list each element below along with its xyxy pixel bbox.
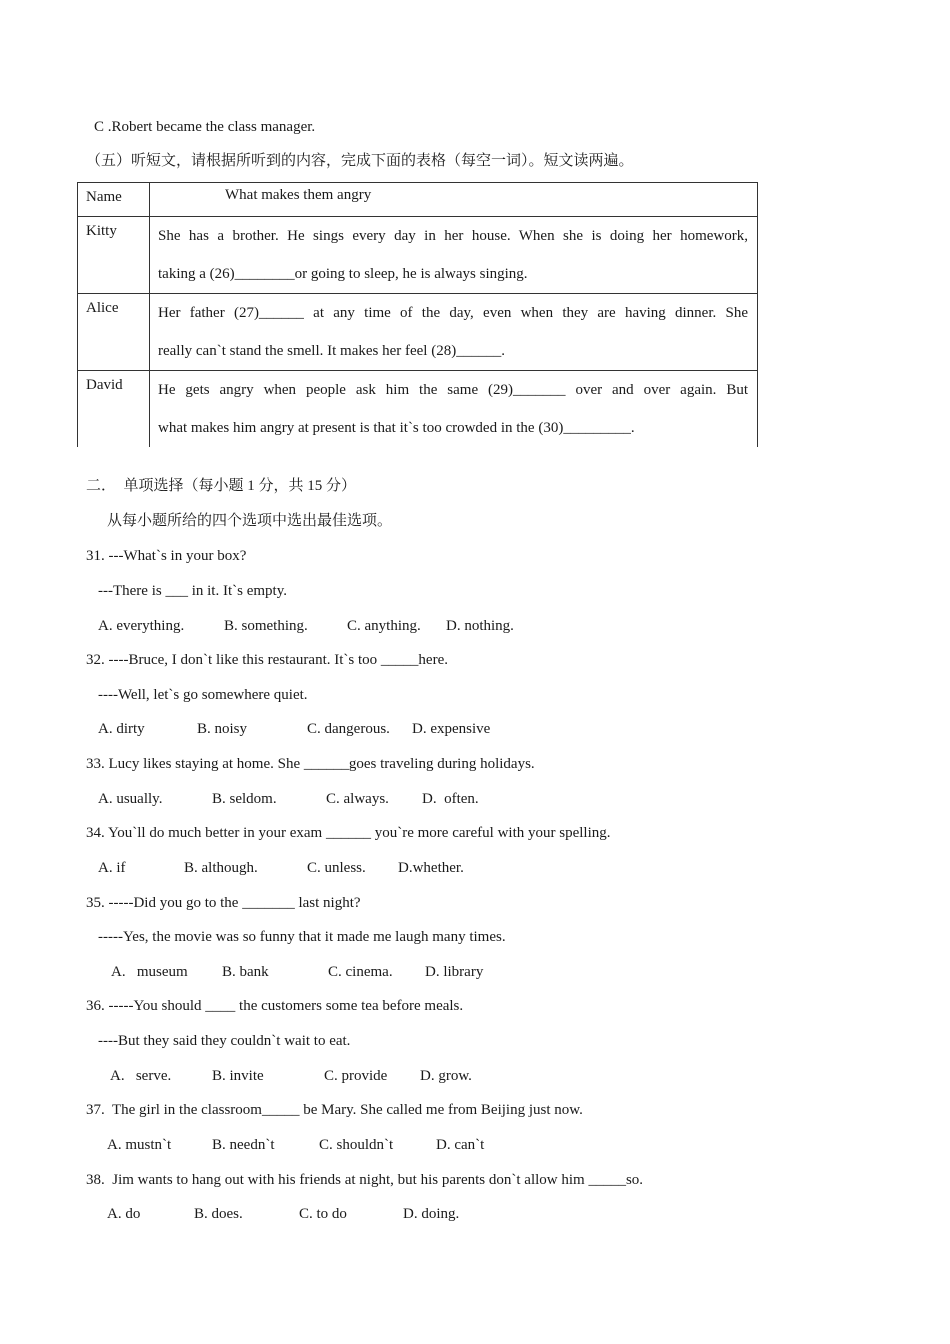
question-stem: 36. -----You should ____ the customers some tea before meals. [86,998,464,1014]
header-description: What makes them angry [150,183,758,217]
option: A. serve. [110,1068,172,1084]
option: B. does. [194,1206,243,1222]
option: C. shouldn`t [319,1137,394,1153]
option: C. dangerous. [307,721,390,737]
header-name: Name [78,183,150,217]
section-title: 二． 单项选择（每小题 1 分，共 15 分） [86,478,357,494]
option: B. something. [224,618,308,634]
option: B. invite [212,1068,264,1084]
table-row [78,294,758,371]
option: A. everything. [98,618,185,634]
table-row [78,217,758,294]
question-stem: ----Well, let`s go somewhere quiet. [98,687,308,703]
question-stem: 37. The girl in the classroom_____ be Mary. She called me from Beijing just now. [86,1102,583,1118]
option: D. expensive [412,721,491,737]
option: A. dirty [98,721,145,737]
option: C. cinema. [328,964,393,980]
option: A. do [107,1206,141,1222]
option: B. although. [184,860,258,876]
listening-table [77,182,758,447]
question-stem: ---There is ___ in it. It`s empty. [98,583,287,599]
option: D.whether. [398,860,464,876]
option: D. library [425,964,484,980]
option: C. always. [326,791,389,807]
row-name: Kitty [78,217,150,294]
row-text-line: Her father (27)______ at any time of the day, even when they are having dinner. She [158,305,748,321]
option: B. seldom. [212,791,277,807]
question-stem: 35. -----Did you go to the _______ last night? [86,895,361,911]
row-text-line: taking a (26)________or going to sleep, he is always singing. [158,266,528,282]
question-stem: 38. Jim wants to hang out with his friends at night, but his parents don`t allow him _____so. [86,1172,644,1188]
option: D. can`t [436,1137,485,1153]
option: C. unless. [307,860,366,876]
section-instruction: 从每小题所给的四个选项中选出最佳选项。 [107,513,393,529]
row-text-line: really can`t stand the smell. It makes her feel (28)______. [158,343,505,359]
option: D. grow. [420,1068,472,1084]
question-stem: -----Yes, the movie was so funny that it made me laugh many times. [98,929,506,945]
option: A. museum [111,964,188,980]
question-stem: 32. ----Bruce, I don`t like this restaurant. It`s too _____here. [86,652,448,668]
row-text-line: He gets angry when people ask him the same (29)_______ over and over again. But [158,382,748,398]
option: C. anything. [347,618,421,634]
option: B. needn`t [212,1137,275,1153]
option: A. mustn`t [107,1137,172,1153]
option: D. doing. [403,1206,460,1222]
row-name: David [78,371,150,448]
option: B. noisy [197,721,248,737]
previous-option-c: C .Robert became the class manager. [94,119,316,135]
option: B. bank [222,964,269,980]
option: A. usually. [98,791,163,807]
row-name: Alice [78,294,150,371]
option: A. if [98,860,126,876]
question-stem: 34. You`ll do much better in your exam ______ you`re more careful with your spelling. [86,825,611,841]
row-text-line: what makes him angry at present is that it`s too crowded in the (30)_________. [158,420,635,436]
option: C. provide [324,1068,388,1084]
table-row [78,371,758,448]
question-stem: ----But they said they couldn`t wait to eat. [98,1033,351,1049]
question-stem: 31. ---What`s in your box? [86,548,247,564]
row-text-line: She has a brother. He sings every day in her house. When she is doing her homework, [158,228,748,244]
option: C. to do [299,1206,347,1222]
option: D. often. [422,791,479,807]
question-stem: 33. Lucy likes staying at home. She ______goes traveling during holidays. [86,756,535,772]
option: D. nothing. [446,618,514,634]
listening-instruction: （五）听短文，请根据所听到的内容，完成下面的表格（每空一词）。短文读两遍。 [86,153,634,169]
